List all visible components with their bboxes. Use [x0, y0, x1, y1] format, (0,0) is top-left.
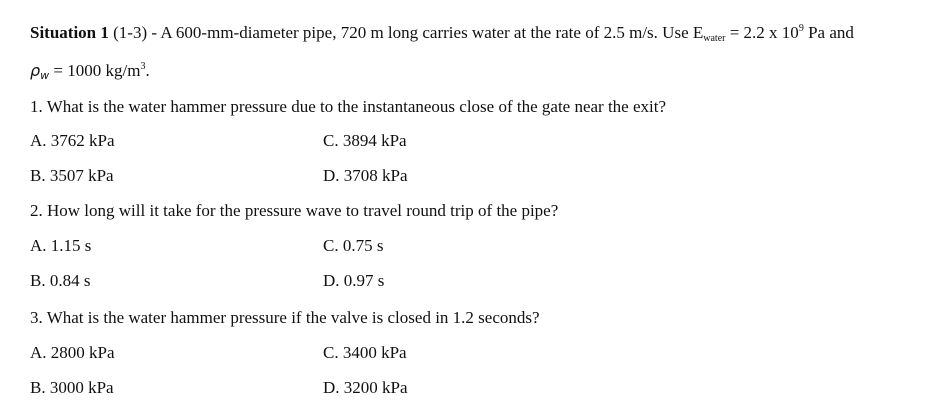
question-3: 3. What is the water hammer pressure if the valve is closed in 1.2 seconds?	[30, 308, 540, 327]
q2-choice-b: B. 0.84 s	[30, 271, 91, 290]
question-2: 2. How long will it take for the pressure wave to travel round trip of the pipe?	[30, 201, 559, 220]
q3-choice-b: B. 3000 kPa	[30, 378, 114, 397]
rho-subscript: w	[40, 69, 50, 82]
situation-title: Situation 1	[30, 23, 109, 42]
q1-choice-d: D. 3708 kPa	[323, 166, 408, 185]
e-subscript: water	[703, 33, 726, 44]
q1-choice-a: A. 3762 kPa	[30, 131, 115, 150]
e-value: = 2.2 x 10	[725, 23, 799, 42]
q2-choice-a: A. 1.15 s	[30, 236, 92, 255]
q1-choice-c: C. 3894 kPa	[323, 131, 407, 150]
q2-choice-c: C. 0.75 s	[323, 236, 384, 255]
e-exponent: 9	[798, 23, 804, 34]
question-1: 1. What is the water hammer pressure due to the instantaneous close of the gate near the exit?	[30, 97, 667, 116]
rho-value: = 1000 kg/m	[49, 61, 141, 80]
rho-end: .	[145, 61, 150, 80]
situation-text: (1-3) - A 600-mm-diameter pipe, 720 m long carries water at the rate of 2.5 m/s. Use E	[108, 23, 704, 42]
situation-line-1	[30, 23, 854, 46]
q2-choice-d: D. 0.97 s	[323, 271, 385, 290]
q3-choice-d: D. 3200 kPa	[323, 378, 408, 397]
situation-line-2	[30, 61, 150, 84]
rho-symbol: ρ	[30, 61, 41, 80]
rho-exponent: 3	[140, 61, 146, 72]
q3-choice-c: C. 3400 kPa	[323, 343, 407, 362]
e-unit: Pa and	[803, 23, 854, 42]
q3-choice-a: A. 2800 kPa	[30, 343, 115, 362]
q1-choice-b: B. 3507 kPa	[30, 166, 114, 185]
